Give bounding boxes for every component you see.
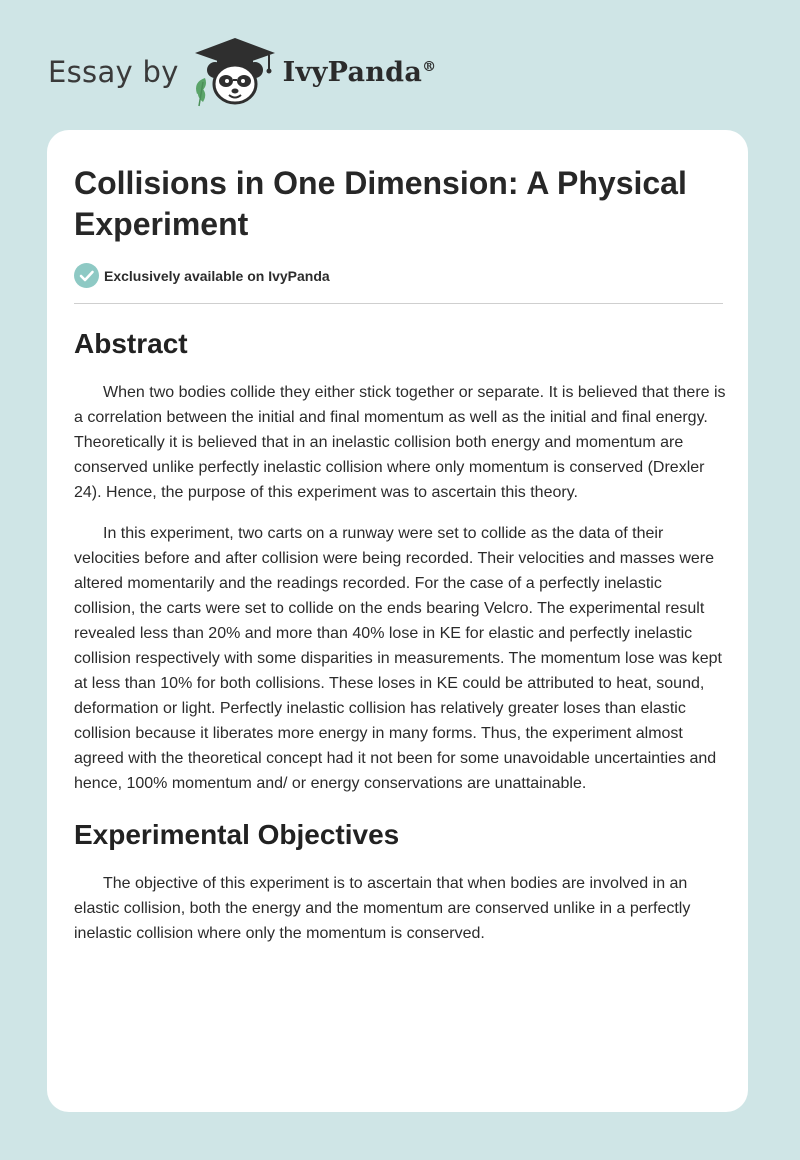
article-body (74, 322, 726, 946)
objectives-paragraph-1: The objective of this experiment is to ascertain that when bodies are involved in an elastic collision, both the energy and the momentum are conserved unlike in a perfectly inelastic collision where only the momentum is conserved. (74, 875, 691, 942)
essay-by-label: Essay by (48, 55, 179, 89)
check-circle-icon (74, 263, 99, 288)
brand-name[interactable] (283, 57, 437, 88)
section-heading-objectives: Experimental Objectives (74, 819, 400, 850)
title-divider (74, 303, 723, 304)
section-heading-abstract: Abstract (74, 328, 188, 359)
exclusive-badge (74, 263, 330, 288)
page-title: Collisions in One Dimension: A Physical Experiment (74, 165, 687, 242)
brand-name-text: IvyPanda (282, 56, 423, 88)
site-header (48, 36, 436, 108)
abstract-paragraph-2: In this experiment, two carts on a runway were set to collide as the data of their velocities before and after collision were being recorded. Their velocities and masses were altered momentarily and the readings recorded. For the case of a perfectly inelastic collision, the carts were set to collide on the ends bearing Velcro. The experimental result revealed less than 20% and more than 40% lose in KE for elastic and perfectly inelastic collision respectively with some disparities in measurements. The momentum lose was kept at less than 10% for both collisions. These loses in KE could be attributed to heat, sound, deformation or light. Perfectly inelastic collision has relatively greater loses than elastic collision because it liberates more energy in many forms. Thus, the experiment almost agreed with the theoretical concept had it not been for some unavoidable uncertainties and hence, 100% momentum and/ or energy conservations are unattainable. (74, 525, 722, 792)
abstract-paragraph-1: When two bodies collide they either stick together or separate. It is believed that there is a correlation between the initial and final momentum as well as the initial and final energy. Theoretically it is believed that in an inelastic collision both energy and momentum are conserved unlike perfectly inelastic collision where only momentum is conserved (Drexler 24). Hence, the purpose of this experiment was to ascertain this theory. (74, 384, 726, 501)
registered-mark: ® (422, 58, 437, 75)
panda-graduate-logo-icon[interactable] (189, 36, 281, 108)
article-card (47, 130, 748, 1112)
exclusive-badge-text: Exclusively available on IvyPanda (104, 267, 330, 284)
